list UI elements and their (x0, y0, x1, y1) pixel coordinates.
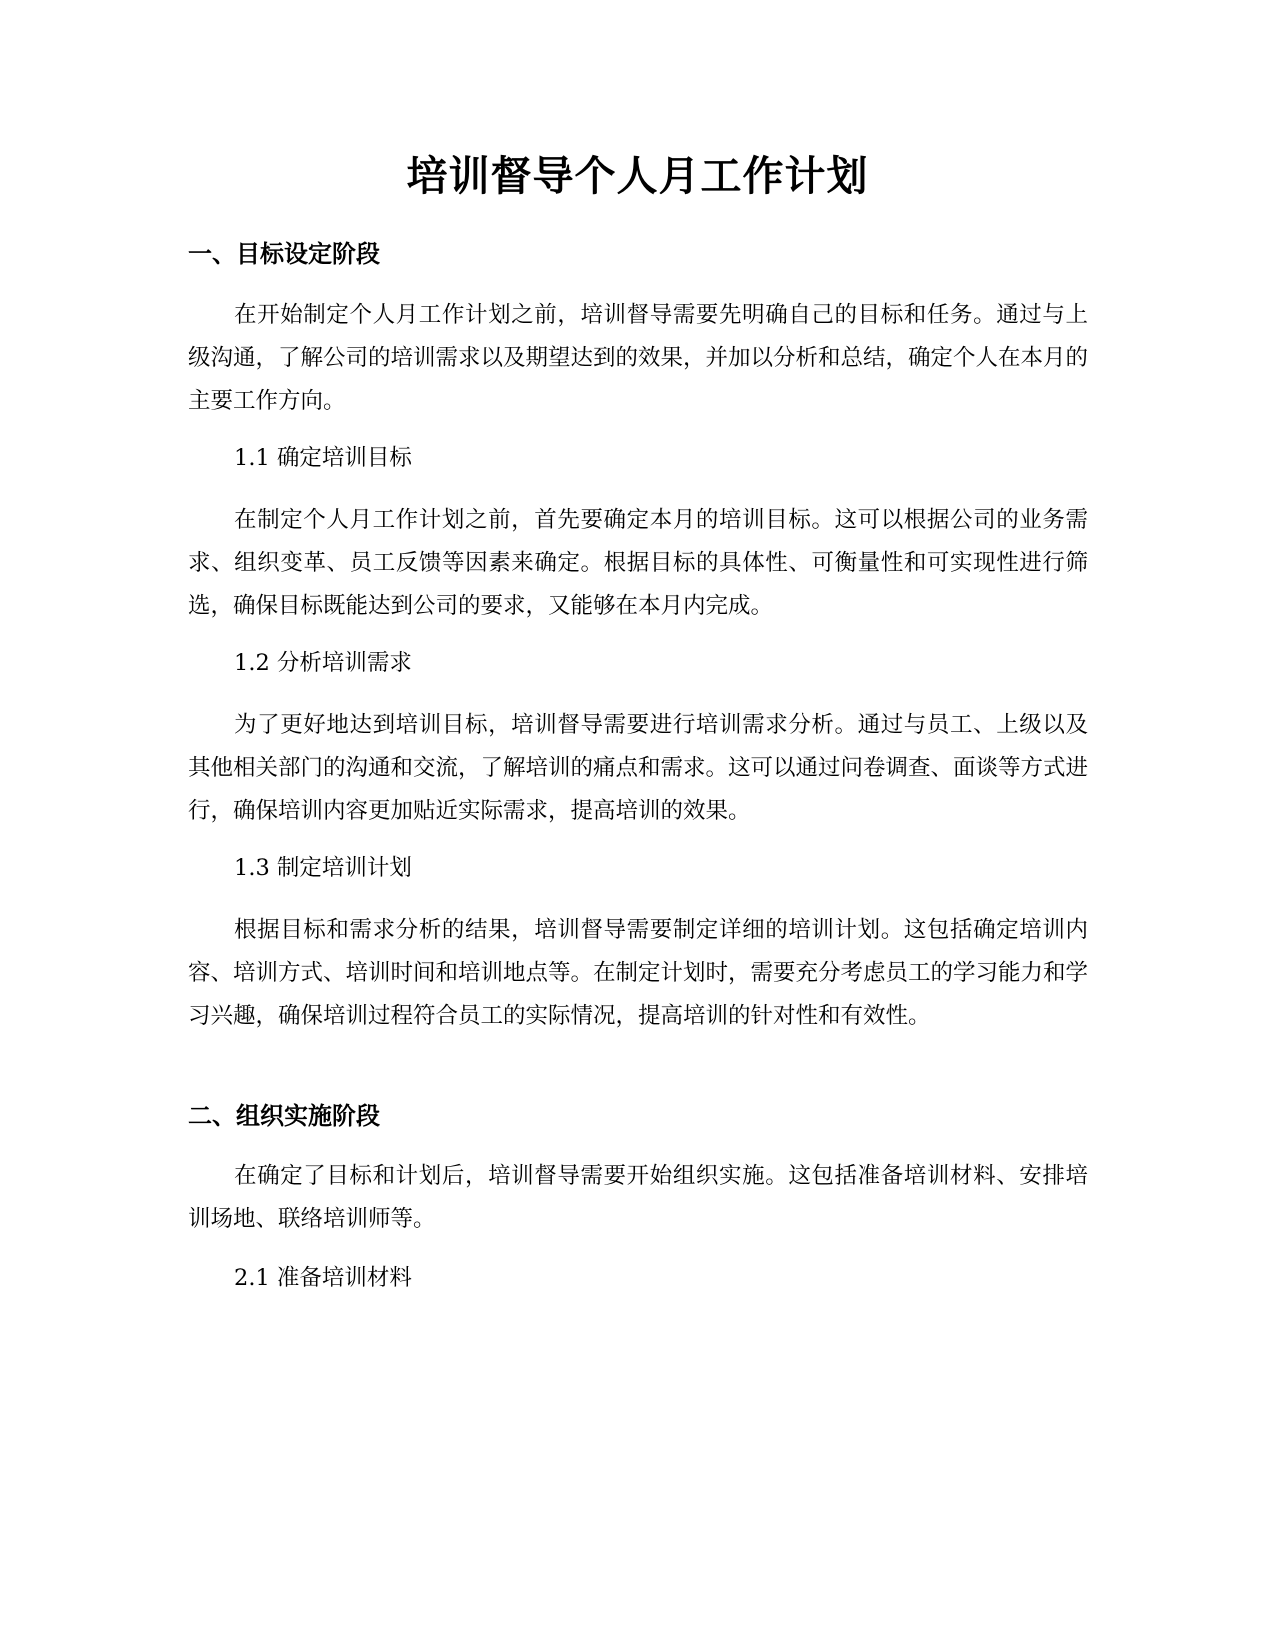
section-intro-implementation: 在确定了目标和计划后，培训督导需要开始组织实施。这包括准备培训材料、安排培训场地、联络培训师等。 (188, 1163, 1088, 1232)
section-heading-goal-setting: 一、目标设定阶段 (188, 240, 380, 268)
subsection-text-1-3: 根据目标和需求分析的结果，培训督导需要制定详细的培训计划。这包括确定培训内容、培训方式、培训时间和培训地点等。在制定计划时，需要充分考虑员工的学习能力和学习兴趣，确保培训过程符合员工的实际情况，提高培训的针对性和有效性。 (188, 917, 1089, 1029)
subsection-title-2-1: 2.1 准备培训材料 (234, 1265, 412, 1291)
subsection-title-1-1: 1.1 确定培训目标 (234, 445, 412, 471)
section-intro-goal-setting: 在开始制定个人月工作计划之前，培训督导需要先明确自己的目标和任务。通过与上级沟通，了解公司的培训需求以及期望达到的效果，并加以分析和总结，确定个人在本月的主要工作方向。 (188, 302, 1089, 414)
section-heading-implementation: 二、组织实施阶段 (188, 1102, 380, 1130)
subsection-title-1-3: 1.3 制定培训计划 (234, 855, 412, 881)
subsection-text-1-1: 在制定个人月工作计划之前，首先要确定本月的培训目标。这可以根据公司的业务需求、组织变革、员工反馈等因素来确定。根据目标的具体性、可衡量性和可实现性进行筛选，确保目标既能达到公司的要求，又能够在本月内完成。 (188, 507, 1088, 619)
subsection-text-1-2: 为了更好地达到培训目标，培训督导需要进行培训需求分析。通过与员工、上级以及其他相关部门的沟通和交流，了解培训的痛点和需求。这可以通过问卷调查、面谈等方式进行，确保培训内容更加贴近实际需求，提高培训的效果。 (188, 712, 1089, 824)
subsection-title-1-2: 1.2 分析培训需求 (234, 650, 412, 676)
document-title: 培训督导个人月工作计划 (406, 152, 869, 200)
